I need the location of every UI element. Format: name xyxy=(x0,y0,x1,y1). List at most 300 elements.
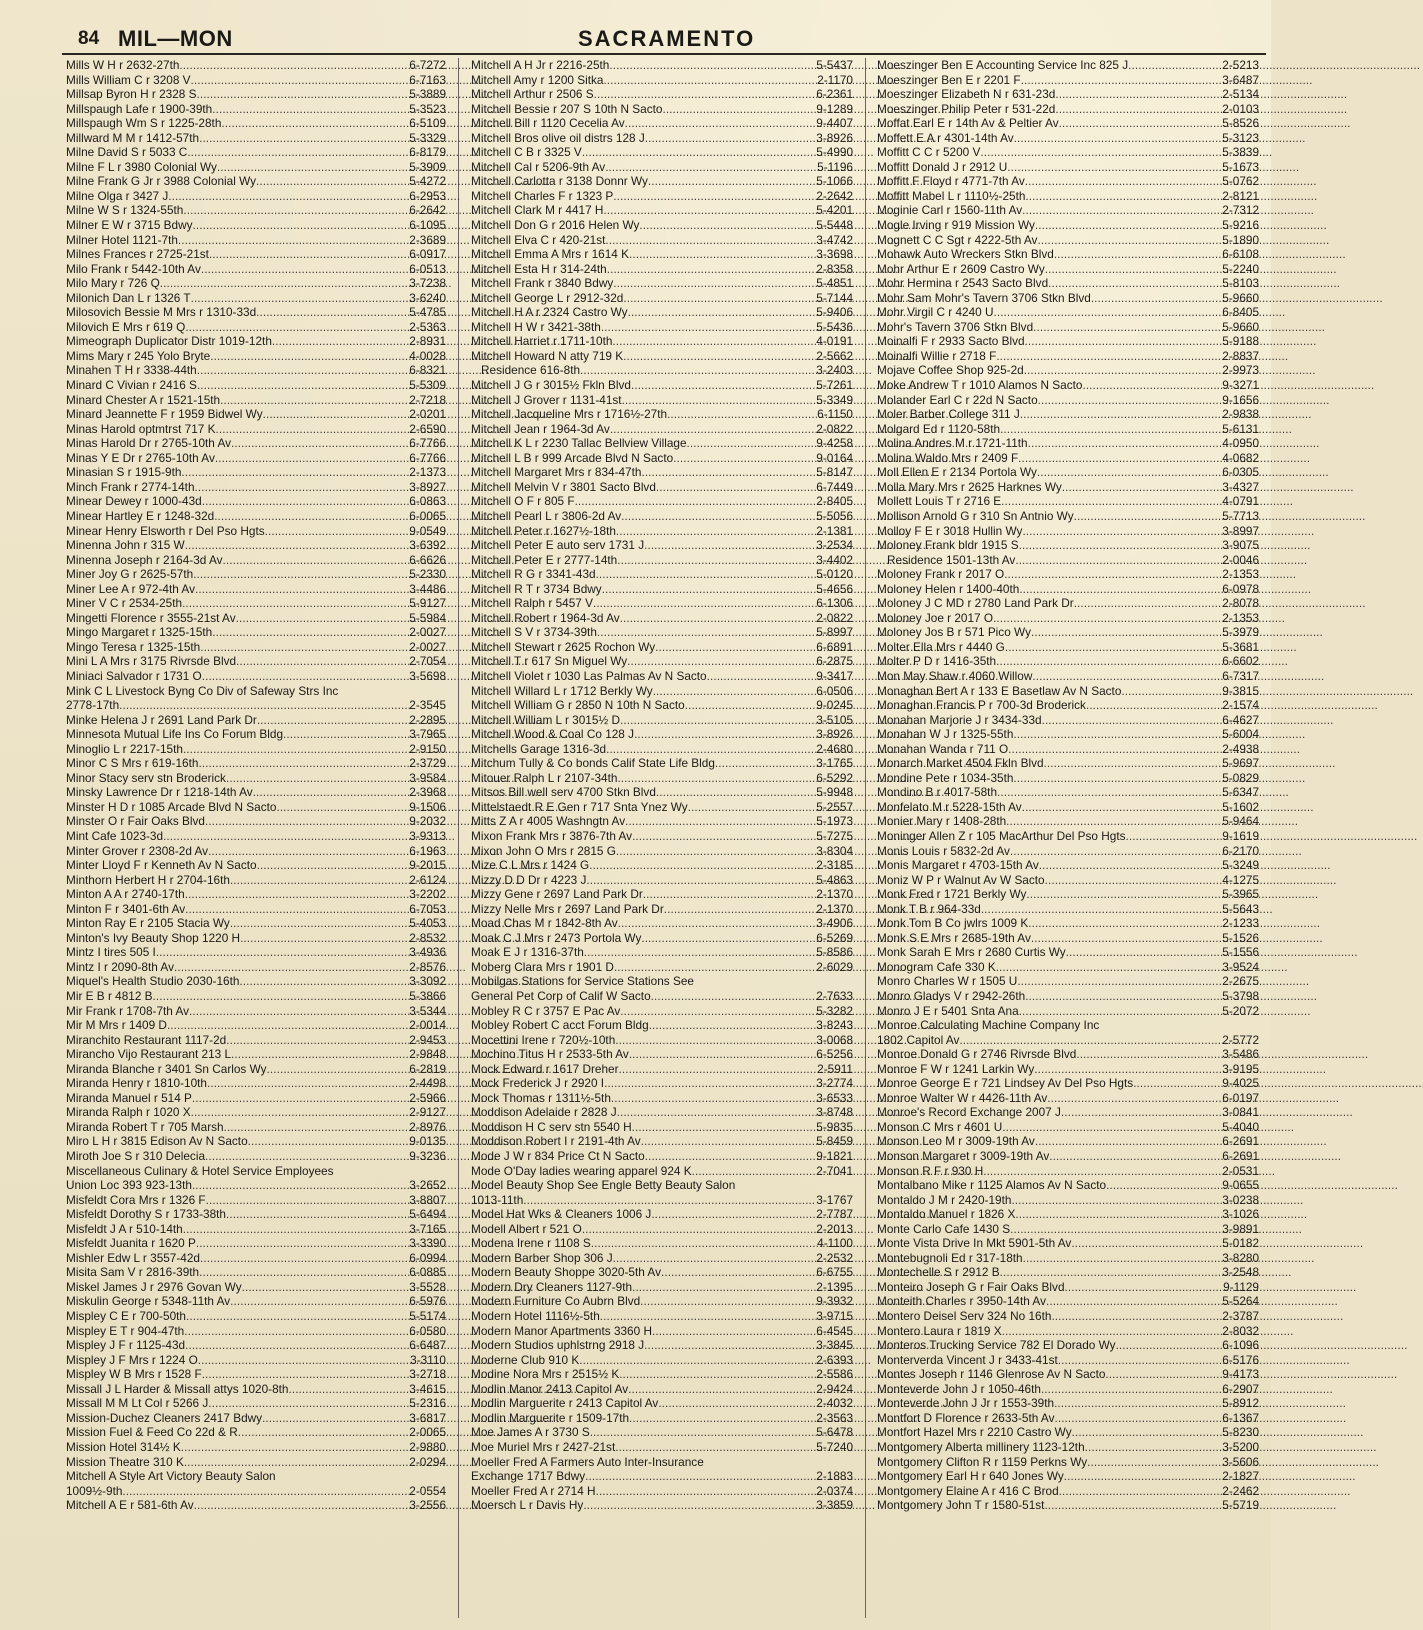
dot-leader xyxy=(1021,73,1222,88)
dot-leader xyxy=(1091,291,1221,306)
listing-row xyxy=(66,785,446,800)
phone-number: 2-1353 xyxy=(1222,567,1259,582)
listing-name: Mitchell Ralph r 5457 V xyxy=(471,596,593,611)
phone-number: 5-1602 xyxy=(1222,799,1259,814)
listing-row xyxy=(66,756,446,771)
listing-row xyxy=(877,1498,1259,1513)
listing-row xyxy=(66,1004,446,1019)
phone-number: 2-2675 xyxy=(1222,974,1259,989)
listing-row xyxy=(877,1455,1259,1470)
listing-row xyxy=(66,669,446,684)
listing-name: Mir Frank r 1708-7th Av xyxy=(66,1003,190,1018)
dot-leader xyxy=(583,1498,815,1513)
listing-row xyxy=(471,218,853,233)
listing-name: Milo Frank r 5442-10th Av xyxy=(66,261,201,276)
phone-number: 3-4615 xyxy=(409,1381,446,1396)
listing-row xyxy=(877,233,1259,248)
phone-number: 3-2718 xyxy=(409,1367,446,1382)
phone-number: 6-2875 xyxy=(816,654,853,669)
listing-row xyxy=(471,1076,853,1091)
dot-leader xyxy=(1046,1294,1221,1309)
listing-name: Milne W S r 1324-55th xyxy=(66,203,184,218)
phone-number: 5-3282 xyxy=(816,1003,853,1018)
listing-row xyxy=(877,931,1259,946)
listing-row xyxy=(877,1251,1259,1266)
listing-name: Milnes Frances r 2725-21st xyxy=(66,247,209,262)
dot-leader xyxy=(1049,1149,1221,1164)
listing-name: Minton Ray E r 2105 Stacia Wy xyxy=(66,916,230,931)
listing-name: Mitchell A Style Art Victory Beauty Salon xyxy=(66,1469,276,1484)
phone-number: 6-0305 xyxy=(1222,465,1259,480)
listing-name: Miscellaneous Culinary & Hotel Service Employees xyxy=(66,1163,334,1178)
phone-number: 5-2316 xyxy=(409,1396,446,1411)
phone-number: 6-0065 xyxy=(409,508,446,523)
listing-row xyxy=(66,1207,446,1222)
phone-number: 5-7713 xyxy=(1222,508,1259,523)
dot-leader xyxy=(256,174,408,189)
listing-row xyxy=(877,1396,1259,1411)
listing-name: Mitchell Robert r 1964-3d Av xyxy=(471,610,620,625)
dot-leader xyxy=(267,1062,409,1077)
dot-leader xyxy=(981,902,1221,917)
listing-name: 1802 Capitol Av xyxy=(877,1032,960,1047)
listing-row xyxy=(471,945,853,960)
listing-name: Mocettini Irene r 720½-10th xyxy=(471,1032,616,1047)
listing-row xyxy=(877,902,1259,917)
listing-row xyxy=(66,1265,446,1280)
listing-name: Mohr's Tavern 3706 Stkn Blvd xyxy=(877,319,1034,334)
dot-leader xyxy=(199,1265,408,1280)
listing-name: Monahan W J r 1325-55th xyxy=(877,727,1014,742)
listing-row xyxy=(471,58,853,73)
listing-row xyxy=(877,814,1259,829)
listing-row xyxy=(471,1280,853,1295)
listing-name: Mission Hotel 314½ K xyxy=(66,1439,181,1454)
listing-row xyxy=(877,974,1259,989)
dot-leader xyxy=(1071,1236,1221,1251)
listing-name: Molina Andres M r 1721-11th xyxy=(877,436,1028,451)
listing-name: Minster H D r 1085 Arcade Blvd N Sacto xyxy=(66,799,277,814)
listing-row xyxy=(471,771,853,786)
listing-row xyxy=(471,174,853,189)
phone-number: 2-8976 xyxy=(409,1119,446,1134)
listing-row xyxy=(66,1076,446,1091)
dot-leader xyxy=(191,73,409,88)
phone-number: 2-5911 xyxy=(817,1061,853,1076)
dot-leader xyxy=(195,480,409,495)
phone-number: 6-0978 xyxy=(1222,581,1259,596)
phone-number: 6-2691 xyxy=(1222,1134,1259,1149)
listing-row xyxy=(66,451,446,466)
dot-leader xyxy=(119,698,408,713)
listing-name: Exchange 1717 Bdwy xyxy=(471,1469,586,1484)
listing-name: Monroe Walter W r 4426-11th Av xyxy=(877,1090,1048,1105)
listing-row xyxy=(877,727,1259,742)
listing-row xyxy=(471,189,853,204)
listing-row xyxy=(877,407,1259,422)
listing-name: Minahen T H r 3338-44th xyxy=(66,363,197,378)
listing-row xyxy=(471,102,853,117)
listing-row xyxy=(471,305,853,320)
listing-name: Moffett E A r 4301-14th Av xyxy=(877,130,1014,145)
dot-leader xyxy=(996,349,1221,364)
listing-row xyxy=(66,538,446,553)
listing-row xyxy=(877,393,1259,408)
phone-number: 5-3249 xyxy=(1222,858,1259,873)
dot-leader xyxy=(1032,669,1221,684)
phone-number: 2-4498 xyxy=(409,1076,446,1091)
dot-leader xyxy=(198,1353,409,1368)
listing-row xyxy=(471,1134,853,1149)
listing-row xyxy=(66,1120,446,1135)
dot-leader xyxy=(620,713,815,728)
listing-name: Mitchell Wood & Coal Co 128 J xyxy=(471,727,635,742)
listing-name: Mitts Z A r 4005 Washngtn Av xyxy=(471,814,626,829)
phone-number: 6-7766 xyxy=(409,450,446,465)
dot-leader xyxy=(1085,1440,1222,1455)
dot-leader xyxy=(1015,1207,1221,1222)
listing-name: Miranda Ralph r 1020 X xyxy=(66,1105,191,1120)
listing-row xyxy=(877,1324,1259,1339)
listing-row xyxy=(471,669,853,684)
page-number: 84 xyxy=(78,28,100,49)
listing-name: Mitchell Margaret Mrs r 834-47th xyxy=(471,465,642,480)
listing-name: Minton A A r 2740-17th xyxy=(66,887,185,902)
listing-name: Mode J W r 834 Price Ct N Sacto xyxy=(471,1149,645,1164)
dot-leader xyxy=(613,276,815,291)
phone-number: 5-3866 xyxy=(409,989,446,1003)
listing-row xyxy=(877,174,1259,189)
phone-number: 6-0994 xyxy=(409,1250,446,1265)
phone-number: 6-8179 xyxy=(409,145,446,160)
listing-name: Mispley E T r 904-47th xyxy=(66,1323,185,1338)
phone-number: 2-0374 xyxy=(816,1483,853,1498)
listing-row xyxy=(877,465,1259,480)
listing-row xyxy=(877,829,1259,844)
dot-leader xyxy=(1042,713,1222,728)
phone-number: 4-0191 xyxy=(816,334,853,349)
listing-row xyxy=(471,916,853,931)
listing-name: Minton F r 3401-6th Av xyxy=(66,901,186,916)
listing-name: Mode O'Day ladies wearing apparel 924 K xyxy=(471,1163,692,1178)
listing-row xyxy=(66,1280,446,1295)
phone-number: 9-4258 xyxy=(816,436,853,451)
listing-name: Milner E W r 3715 Bdwy xyxy=(66,218,193,233)
phone-number: 2-9973 xyxy=(1222,363,1259,378)
phone-number: 6-6108 xyxy=(1222,247,1259,262)
listing-name: Miner V C r 2534-25th xyxy=(66,596,183,611)
dot-leader xyxy=(627,654,815,669)
phone-number: 2-2642 xyxy=(816,188,853,203)
dot-leader xyxy=(632,1280,815,1295)
phone-number: 5-5643 xyxy=(1222,901,1259,916)
listing-name: Moffitt C C r 5200 V xyxy=(877,145,981,160)
dot-leader xyxy=(199,131,408,146)
dot-leader xyxy=(1133,1076,1221,1091)
dot-leader xyxy=(625,116,816,131)
phone-number: 2-9453 xyxy=(409,1032,446,1047)
phone-number: 2-2895 xyxy=(409,712,446,727)
phone-number: 2-4032 xyxy=(816,1396,853,1411)
listing-row xyxy=(471,1178,853,1193)
listing-name: Minter Grover r 2308-2d Av xyxy=(66,843,209,858)
phone-number: 2-0014 xyxy=(409,1018,446,1033)
listing-row xyxy=(66,553,446,568)
dot-leader xyxy=(997,785,1221,800)
phone-number: 6-2361 xyxy=(816,87,853,102)
listing-name: Residence 616-8th xyxy=(481,363,581,378)
phone-number: 6-5176 xyxy=(1222,1352,1259,1367)
listing-row xyxy=(877,509,1259,524)
listing-row xyxy=(471,291,853,306)
dot-leader xyxy=(192,1091,408,1106)
phone-number: 2-9424 xyxy=(816,1381,853,1396)
listing-name: Mohr Arthur E r 2609 Castro Wy xyxy=(877,261,1045,276)
dot-leader xyxy=(283,727,408,742)
dot-leader xyxy=(197,363,409,378)
phone-number: 6-0885 xyxy=(409,1265,446,1280)
phone-number: 2-3689 xyxy=(409,232,446,247)
listing-name: Mock Edward r 1617 Dreher xyxy=(471,1061,619,1076)
listing-name: Montero Laura r 1819 X xyxy=(877,1323,1002,1338)
listing-name: Monteiro Joseph G r Fair Oaks Blvd xyxy=(877,1279,1065,1294)
listing-name: Minear Hartley E r 1248-32d xyxy=(66,508,215,523)
phone-number: 3-2548 xyxy=(1222,1265,1259,1280)
phone-number: 3-5528 xyxy=(409,1279,446,1294)
phone-number: 6-0197 xyxy=(1222,1090,1259,1105)
dot-leader xyxy=(993,305,1221,320)
dot-leader xyxy=(661,1265,815,1280)
listing-name: Moersch L r Davis Hy xyxy=(471,1498,584,1513)
listing-row xyxy=(471,538,853,553)
dot-leader xyxy=(641,1134,816,1149)
listing-row xyxy=(66,58,446,73)
listing-name: Mitchell Clark M r 4417 H xyxy=(471,203,604,218)
listing-row xyxy=(471,1265,853,1280)
phone-number: 6-5292 xyxy=(816,770,853,785)
listing-row xyxy=(66,291,446,306)
listing-name: General Pet Corp of Calif W Sacto xyxy=(471,989,651,1003)
listing-name: Mingetti Florence r 3555-21st Av xyxy=(66,610,236,625)
listing-row xyxy=(877,378,1259,393)
listing-name: Modern Studios uphlstrng 2918 J xyxy=(471,1338,645,1353)
listing-name: Mixon John O Mrs r 2815 G xyxy=(471,843,616,858)
phone-number: 5-8459 xyxy=(816,1134,853,1149)
phone-number: 3-3092 xyxy=(409,974,446,989)
listing-row xyxy=(66,1309,446,1324)
dot-leader xyxy=(619,1062,817,1077)
dot-leader xyxy=(191,291,409,306)
phone-number: 5-5719 xyxy=(1222,1498,1259,1513)
phone-number: 2-9880 xyxy=(409,1439,446,1454)
phone-number: 6-2819 xyxy=(409,1061,446,1076)
listing-row xyxy=(877,1134,1259,1149)
listing-row xyxy=(66,422,446,437)
listing-row xyxy=(66,1367,446,1382)
phone-number: 3-8926 xyxy=(816,727,853,742)
listing-row xyxy=(471,1091,853,1106)
dot-leader xyxy=(662,102,815,117)
dot-leader xyxy=(996,654,1221,669)
phone-number: 2-0822 xyxy=(816,610,853,625)
dot-leader xyxy=(212,625,408,640)
listing-row xyxy=(877,73,1259,88)
listing-name: Mispley W B Mrs r 1528 F xyxy=(66,1367,202,1382)
listing-row xyxy=(66,524,446,539)
phone-number: 2-8532 xyxy=(409,930,446,945)
listing-name: Mobley R C r 3757 E Pac Av xyxy=(471,1003,621,1018)
phone-number: 9-1506 xyxy=(409,799,446,814)
dot-leader xyxy=(215,451,408,466)
listing-name: Milo Mary r 726 Q xyxy=(66,276,160,291)
listing-row xyxy=(66,116,446,131)
phone-number: 3-8807 xyxy=(409,1192,446,1207)
dot-leader xyxy=(238,1425,408,1440)
phone-number: 3-6487 xyxy=(1222,72,1259,87)
dot-leader xyxy=(202,669,409,684)
listing-name: Mimeograph Duplicator Distr 1019-12th xyxy=(66,334,272,349)
listing-name: Modlin Marguerite r 1509-17th xyxy=(471,1410,630,1425)
listing-name: Miranda Robert T r 705 Marsh xyxy=(66,1119,224,1134)
listing-name: Mizzy Gene r 2697 Land Park Dr xyxy=(471,887,643,902)
phone-number: 2-0103 xyxy=(1222,101,1259,116)
listing-name: Moeller Fred A Farmers Auto Inter-Insurance xyxy=(471,1454,704,1469)
dot-leader xyxy=(645,1149,816,1164)
dot-leader xyxy=(212,102,408,117)
phone-number: 2-1574 xyxy=(1222,698,1259,713)
listing-name: Moke Andrew T r 1010 Alamos N Sacto xyxy=(877,378,1083,393)
listing-name: Mobley Robert C acct Forum Bldg xyxy=(471,1018,649,1033)
listing-name: Mohawk Auto Wreckers Stkn Blvd xyxy=(877,247,1054,262)
listing-name: Montechelle S r 2912 B xyxy=(877,1265,1000,1280)
listing-row xyxy=(877,189,1259,204)
phone-number: 3-8926 xyxy=(816,130,853,145)
dot-leader xyxy=(1013,727,1221,742)
dot-leader xyxy=(1062,480,1222,495)
listing-name: Mitchell Harriet r 1711-10th xyxy=(471,334,613,349)
phone-number: 3-7165 xyxy=(409,1221,446,1236)
listing-name: Molloy F E r 3018 Hullin Wy xyxy=(877,523,1023,538)
dot-leader xyxy=(983,1164,1221,1179)
phone-number: 3-0068 xyxy=(816,1032,853,1047)
listing-row xyxy=(471,1033,853,1048)
dot-leader xyxy=(182,596,408,611)
phone-number: 9-2032 xyxy=(409,814,446,829)
dot-leader xyxy=(1047,1091,1221,1106)
listing-name: Modell Albert r 521 O xyxy=(471,1221,582,1236)
listing-name: Mission-Duchez Cleaners 2417 Bdwy xyxy=(66,1410,263,1425)
listing-row xyxy=(471,1251,853,1266)
phone-number: 6-7317 xyxy=(1222,668,1259,683)
phone-number: 5-3909 xyxy=(409,159,446,174)
listing-name: Moad Chas M r 1842-8th Av xyxy=(471,916,618,931)
page-header xyxy=(0,0,1271,56)
phone-number: 5-0762 xyxy=(1222,174,1259,189)
dot-leader xyxy=(206,1193,409,1208)
listing-row xyxy=(877,436,1259,451)
listing-row xyxy=(471,1222,853,1237)
listing-row xyxy=(471,1018,853,1033)
phone-number: 9-0549 xyxy=(409,523,446,538)
dot-leader xyxy=(1025,189,1221,204)
dot-leader xyxy=(1039,858,1222,873)
listing-row xyxy=(877,654,1259,669)
listing-name: Mitchell R G r 3341-43d xyxy=(471,567,596,582)
dot-leader xyxy=(202,1367,409,1382)
listing-row xyxy=(471,858,853,873)
dot-leader xyxy=(614,960,815,975)
phone-number: 2-6393 xyxy=(816,1352,853,1367)
listing-name: Moginie Carl r 1560-11th Av xyxy=(877,203,1023,218)
listing-name: Mirancho Vijo Restaurant 213 L xyxy=(66,1047,232,1062)
listing-name: Monroe's Record Exchange 2007 J xyxy=(877,1105,1061,1120)
listing-name: Moffat Earl E r 14th Av & Peltier Av xyxy=(877,116,1059,131)
listing-row xyxy=(66,1324,446,1339)
listing-row xyxy=(66,1018,446,1033)
listing-row xyxy=(471,1425,853,1440)
listing-name: Modlin Manor 2413 Capitol Av xyxy=(471,1381,629,1396)
phone-number: 9-3236 xyxy=(409,1149,446,1164)
phone-number: 2-5363 xyxy=(409,319,446,334)
listing-name: Mitchell Peter r 1627½-18th xyxy=(471,523,616,538)
listing-name: Mitchell Bessie r 207 S 10th N Sacto xyxy=(471,101,663,116)
listing-name: Monson Margaret r 3009-19th Av xyxy=(877,1149,1050,1164)
listing-name: Moeszinger Elizabeth N r 631-23d xyxy=(877,87,1056,102)
listing-name: Mock Frederick J r 2920 I xyxy=(471,1076,605,1091)
phone-number: 4-1275 xyxy=(1222,872,1259,887)
listing-row xyxy=(877,1353,1259,1368)
phone-number: 5-1973 xyxy=(816,814,853,829)
listing-row xyxy=(877,1484,1259,1499)
dot-leader xyxy=(1035,218,1221,233)
listing-row xyxy=(66,480,446,495)
phone-number: 5-2240 xyxy=(1222,261,1259,276)
dot-leader xyxy=(1015,553,1221,568)
phone-number: 3-8927 xyxy=(409,479,446,494)
phone-number: 9-4407 xyxy=(816,116,853,131)
phone-number: 5-4272 xyxy=(409,174,446,189)
listing-name: Mitchell R T r 3734 Bdwy xyxy=(471,581,602,596)
dot-leader xyxy=(707,669,816,684)
listing-name: Moddison H C serv stn 5540 H xyxy=(471,1119,632,1134)
dot-leader xyxy=(1026,887,1221,902)
listing-row xyxy=(877,756,1259,771)
phone-number: 6-7449 xyxy=(816,479,853,494)
listing-name: Mizzy Nelle Mrs r 2697 Land Park Dr xyxy=(471,901,664,916)
dot-leader xyxy=(629,1047,815,1062)
dot-leader xyxy=(610,422,815,437)
phone-number: 5-4863 xyxy=(816,872,853,887)
dot-leader xyxy=(1020,407,1222,422)
phone-number: 2-9848 xyxy=(409,1047,446,1062)
listing-name: Moffitt Donald J r 2912 U xyxy=(877,159,1008,174)
listing-name: Minear Dewey r 1000-43d xyxy=(66,494,202,509)
phone-number: 2-3787 xyxy=(1222,1309,1259,1324)
listing-name: Minsky Lawrence Dr r 1218-14th Av xyxy=(66,785,253,800)
phone-number: 3-4486 xyxy=(409,581,446,596)
dot-leader xyxy=(580,363,815,378)
listing-name: Mitchell K L r 2230 Tallac Bellview Village xyxy=(471,436,687,451)
listing-name: Moloney Jos B r 571 Pico Wy xyxy=(877,625,1031,640)
listing-name: Mini L A Mrs r 3175 Rivrsde Blvd xyxy=(66,654,237,669)
listing-name: Minke Helena J r 2691 Land Park Dr xyxy=(66,712,257,727)
dot-leader xyxy=(584,945,815,960)
dot-leader xyxy=(639,218,815,233)
listing-row xyxy=(471,1382,853,1397)
listing-name: Mitchell H A r 2324 Castro Wy xyxy=(471,305,628,320)
listing-row xyxy=(877,131,1259,146)
listing-row xyxy=(877,1062,1259,1077)
